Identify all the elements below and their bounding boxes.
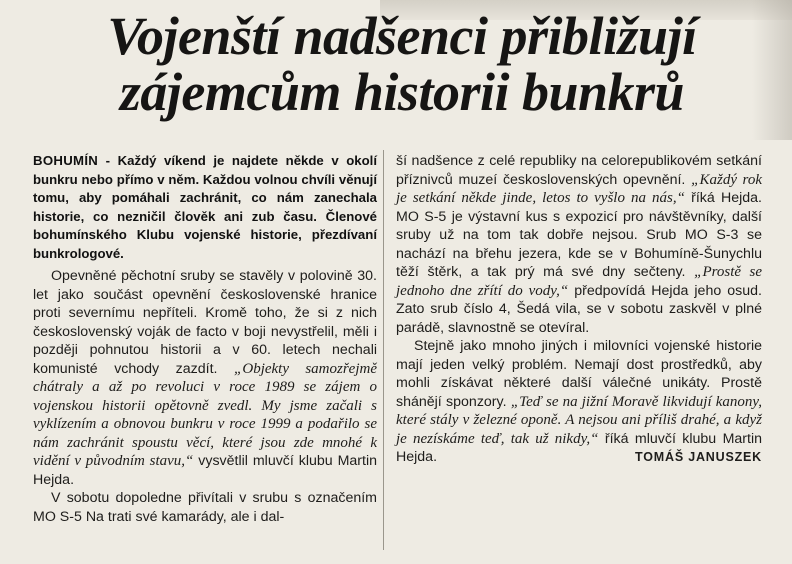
author-byline: TOMÁŠ JANUSZEK — [635, 450, 762, 464]
paragraph-text: V sobotu dopoledne přivítali v srubu s označením MO S-5 Na trati své kamarády, ale i dal- — [33, 490, 377, 525]
body-paragraph-1 — [33, 267, 377, 489]
quote: „Objekty samozřejmě chátraly a až po revoluci v roce 1989 se zájem o vojenskou historii opětovně zvedl. My jsme začali s vyklízením a obnovou bunkru v roce 1999 a podařilo se nám zachránit spoustu věcí, které jsou zde mnohé k vidění v původním stavu,“ — [33, 360, 377, 469]
paragraph-text: Stejně jako mnoho jiných i milovníci vojenské historie mají jeden velký problém. Nemají dost prostředků, aby mohli získávat některé další válečné unikáty. Prostě shánějí sponzory. — [396, 338, 762, 410]
paragraph-text: předpovídá Hejda jeho osud. Zato srub číslo 4, Šedá vila, se v sobotu zaskvěl v plné parádě, slavnostně se otevíral. — [396, 282, 762, 336]
quote: „Prostě se jednoho dne zřítí do vody,“ — [396, 264, 762, 299]
headline-line-2: zájemcům historii bunkrů — [119, 62, 685, 122]
article-headline — [22, 8, 782, 120]
left-column — [33, 152, 377, 526]
paragraph-text: vysvětlil mluvčí klubu Martin Hejda. — [33, 453, 377, 488]
body-paragraph-3 — [396, 152, 762, 337]
paragraph-text: říká Hejda. MO S-5 je výstavní kus s expozicí pro návštěvníky, další sruby už na tom tak dobře nejsou. Srub MO S-3 se nachází na břehu jezera, kde se v Bohumíně-Šunychlu těží štěrk, a tak prý má své dny sečteny. — [396, 190, 763, 280]
quote: „Každý rok je setkání někde jinde, letos to vyšlo na nás,“ — [396, 171, 762, 206]
right-column — [396, 152, 762, 467]
paragraph-text: ší nadšence z celé republiky na celorepublikovém setkání příznivců muzeí československých opevnění. — [396, 153, 762, 188]
body-paragraph-2 — [33, 489, 377, 526]
column-divider — [383, 150, 384, 550]
paragraph-text: říká mluvčí klubu Martin Hejda. — [396, 430, 762, 465]
article-lead — [33, 152, 377, 263]
paragraph-text: Opevněné pěchotní sruby se stavěly v polovině 30. let jako součást opevnění československé hranice proti severnímu nepříteli. Kromě toho, že si z nich československý voják de facto v boji nevystřelil, měli i později pohnutou historii a v 60. letech nechali komunisté vchody zazdít. — [33, 268, 377, 377]
dateline: BOHUMÍN — [33, 153, 99, 168]
quote: „Teď se na jižní Moravě likvidují kanony, které stály v železné oponě. A nejsou ani příliš drahé, a když je nezískáme teď, tak už nikdy,“ — [396, 393, 762, 447]
body-paragraph-4 — [396, 337, 762, 467]
lead-text: - Každý víkend je najdete někde v okolí bunkru nebo přímo v něm. Každou volnou chvíli věnují tomu, aby pomáhali zachránit, co nám zanechala historie, co nezničil člověk ani zub času. Členové bohumínského Klubu vojenské historie, přezdívaní bunkrologové. — [33, 153, 377, 261]
headline-line-1: Vojenští nadšenci přibližují — [107, 6, 697, 66]
